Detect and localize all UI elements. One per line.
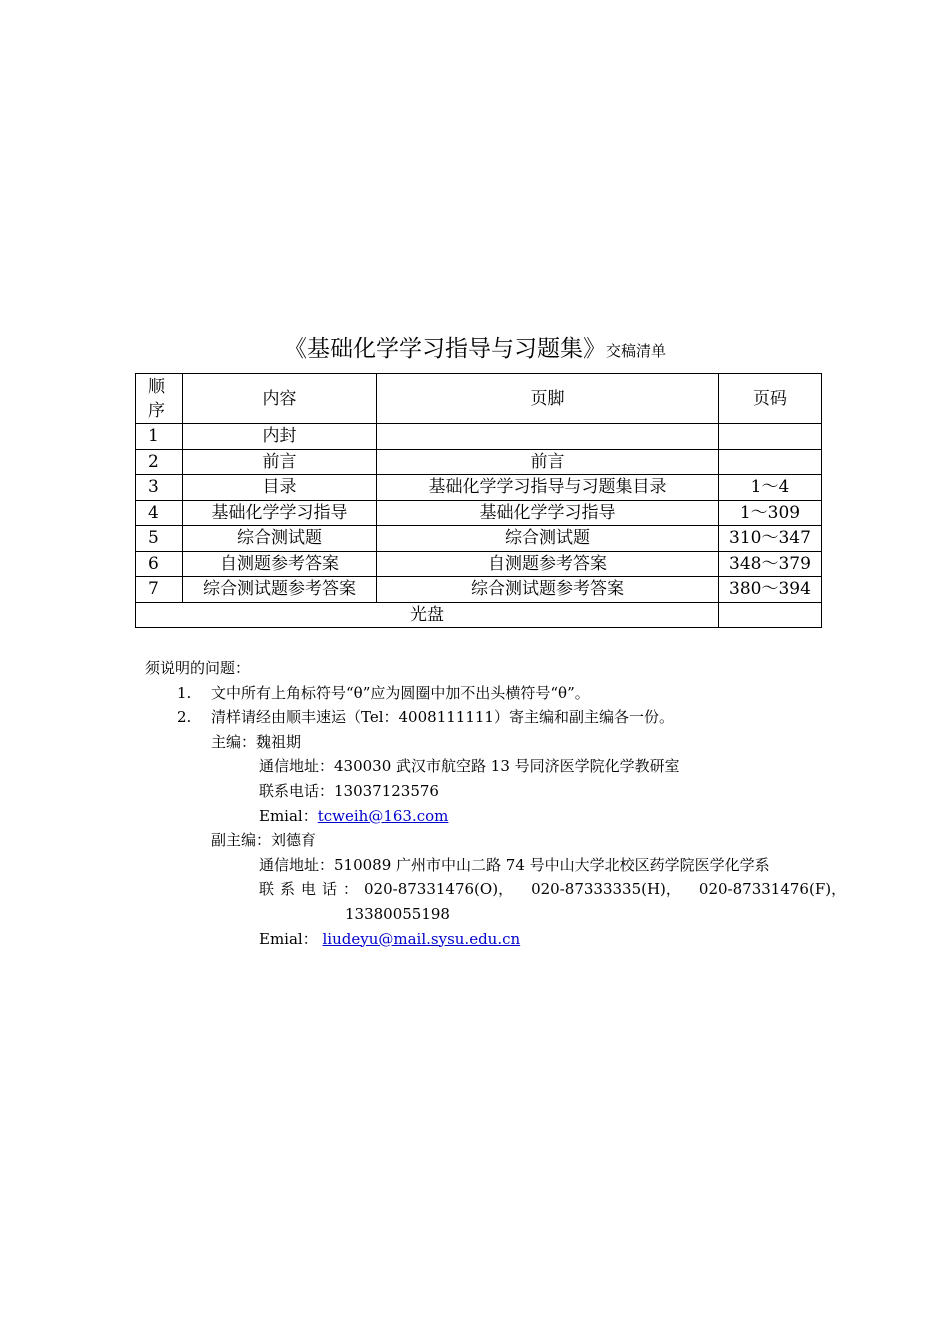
chief-editor-email-line (145, 804, 845, 829)
cell-content: 综合测试题 (183, 526, 377, 552)
cell-content: 内封 (183, 424, 377, 450)
table-row (136, 577, 822, 603)
note-text: 文中所有上角标符号“θ”应为圆圈中加不出头横符号“θ”。 (211, 683, 590, 702)
phone-home: 020-87333335(H)， (531, 880, 681, 899)
table-row (136, 475, 822, 501)
cell-footer: 综合测试题参考答案 (377, 577, 719, 603)
cell-content: 前言 (183, 449, 377, 475)
deputy-editor-phone-line (145, 877, 845, 902)
header-content: 内容 (183, 374, 377, 424)
cell-footer (377, 424, 719, 450)
phone-fax: 020-87331476(F)， (698, 880, 847, 899)
title-main: 《基础化学学习指导与习题集》 (283, 336, 606, 362)
table-header-row (136, 374, 822, 424)
chief-editor-label: 主编：魏祖期 (211, 732, 302, 751)
cell-number: 2 (136, 449, 183, 475)
deputy-editor-address: 通信地址：510089 广州市中山二路 74 号中山大学北校区药学院医学化学系 (259, 855, 770, 874)
notes-section (145, 656, 845, 951)
header-number: 顺 序 (136, 374, 183, 424)
cell-pages: 348～379 (719, 551, 822, 577)
cell-number: 3 (136, 475, 183, 501)
note-text: 清样请经由顺丰速运（Tel：4008111111）寄主编和副主编各一份。 (211, 708, 674, 727)
note-number: 2. (177, 708, 192, 727)
cell-content: 基础化学学习指导 (183, 500, 377, 526)
cell-number: 7 (136, 577, 183, 603)
cell-number: 6 (136, 551, 183, 577)
header-footer: 页脚 (377, 374, 719, 424)
table-row (136, 551, 822, 577)
notes-heading: 须说明的问题： (145, 659, 251, 677)
cell-content: 目录 (183, 475, 377, 501)
chief-editor-email-link[interactable]: tcweih@163.com (317, 806, 449, 825)
table-row (136, 500, 822, 526)
cell-pages: 310～347 (719, 526, 822, 552)
cell-number: 1 (136, 424, 183, 450)
cell-footer: 基础化学学习指导与习题集目录 (377, 475, 719, 501)
cell-pages: 1～4 (719, 475, 822, 501)
chief-editor-phone: 联系电话：13037123576 (259, 781, 439, 800)
cell-footer: 综合测试题 (377, 526, 719, 552)
note-number: 1. (177, 683, 192, 702)
email-label: Emial： (259, 806, 318, 825)
cell-pages: 380～394 (719, 577, 822, 603)
cell-content: 自测题参考答案 (183, 551, 377, 577)
cell-number: 4 (136, 500, 183, 526)
table-row (136, 424, 822, 450)
cell-footer: 前言 (377, 449, 719, 475)
chief-editor-address: 通信地址：430030 武汉市航空路 13 号同济医学院化学教研室 (259, 757, 680, 776)
email-label: Emial： (259, 929, 318, 948)
title-sub: 交稿清单 (605, 342, 666, 360)
deputy-editor-mobile: 13380055198 (345, 904, 450, 923)
deputy-editor-email-line (145, 927, 845, 952)
table-row-disc (136, 602, 822, 628)
cell-pages (719, 424, 822, 450)
deputy-editor-label: 副主编：刘德育 (211, 831, 317, 850)
header-pages: 页码 (719, 374, 822, 424)
cell-footer: 自测题参考答案 (377, 551, 719, 577)
note-item-2 (145, 705, 845, 730)
cell-number: 5 (136, 526, 183, 552)
table-row (136, 449, 822, 475)
cell-pages: 1～309 (719, 500, 822, 526)
cell-content: 综合测试题参考答案 (183, 577, 377, 603)
phone-office: 020-87331476(O)， (364, 880, 514, 899)
submission-table (135, 373, 822, 628)
phone-label: 联系电话： (259, 880, 365, 899)
cell-pages (719, 449, 822, 475)
table-row (136, 526, 822, 552)
document-title (0, 334, 950, 366)
cell-footer: 基础化学学习指导 (377, 500, 719, 526)
cell-disc: 光盘 (136, 602, 719, 628)
cell-pages (719, 602, 822, 628)
deputy-editor-email-link[interactable]: liudeyu@mail.sysu.edu.cn (322, 929, 521, 948)
note-item-1 (145, 681, 845, 706)
